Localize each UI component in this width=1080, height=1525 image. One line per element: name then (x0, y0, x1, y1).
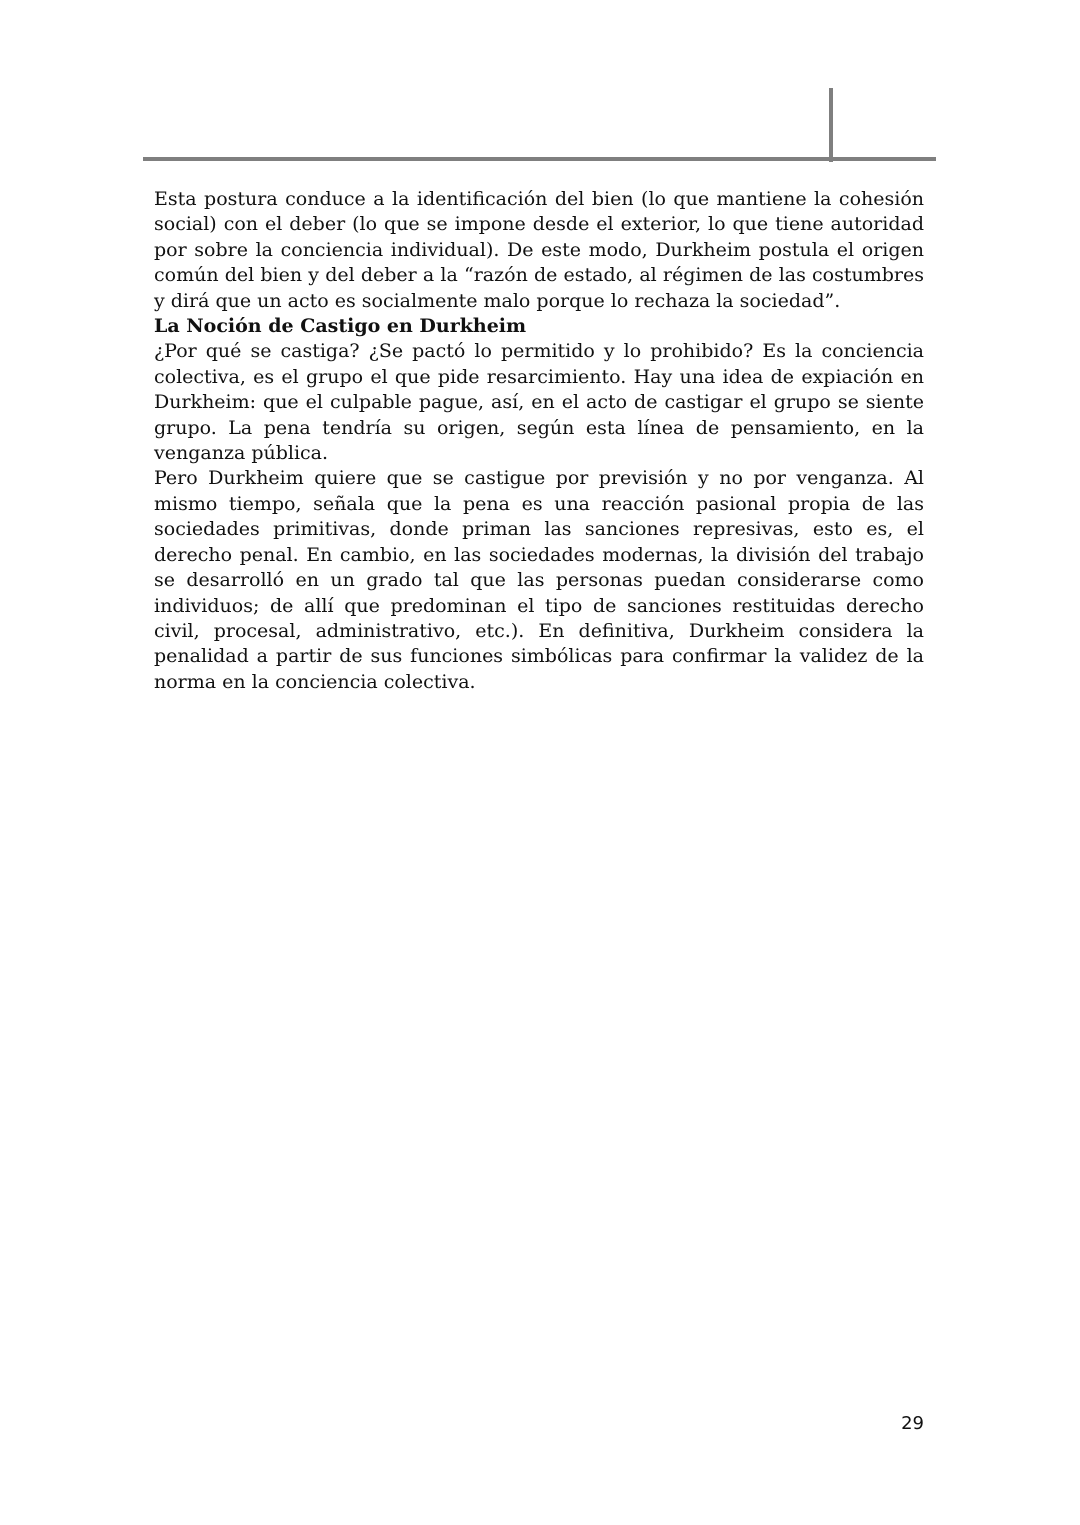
paragraph-por-que-se-castiga: ¿Por qué se castiga? ¿Se pactó lo permitido y lo prohibido? Es la conciencia colectiva, es el grupo el que pide resarcimiento. Hay una idea de expiación en Durkheim: que el culpable pague, así, en el acto de castigar el grupo se siente grupo. La pena tendría su origen, según esta línea de pensamiento, en la venganza pública. (154, 340, 924, 465)
page-number: 29 (901, 1413, 924, 1434)
section-heading: La Noción de Castigo en Durkheim (154, 315, 527, 338)
page-body (154, 187, 924, 695)
paragraph-prevision-no-venganza: Pero Durkheim quiere que se castigue por previsión y no por venganza. Al mismo tiempo, señala que la pena es una reacción pasional propia de las sociedades primitivas, donde priman las sanciones represivas, esto es, el derecho penal. En cambio, en las sociedades modernas, la división del trabajo se desarrolló en un grado tal que las personas puedan considerarse como individuos; de allí que predominan el tipo de sanciones restituidas derecho civil, procesal, administrativo, etc.). En definitiva, Durkheim considera la penalidad a partir de sus funciones simbólicas para confirmar la validez de la norma en la conciencia colectiva. (154, 467, 924, 693)
paragraph-identificacion-bien-deber: Esta postura conduce a la identificación del bien (lo que mantiene la cohesión social) con el deber (lo que se impone desde el exterior, lo que tiene autoridad por sobre la conciencia individual). De este modo, Durkheim postula el origen común del bien y del deber a la “razón de estado, al régimen de las costumbres y dirá que un acto es socialmente malo porque lo rechaza la sociedad”. (154, 188, 924, 312)
header-divider-tick (829, 88, 833, 162)
header-rule (143, 157, 936, 161)
